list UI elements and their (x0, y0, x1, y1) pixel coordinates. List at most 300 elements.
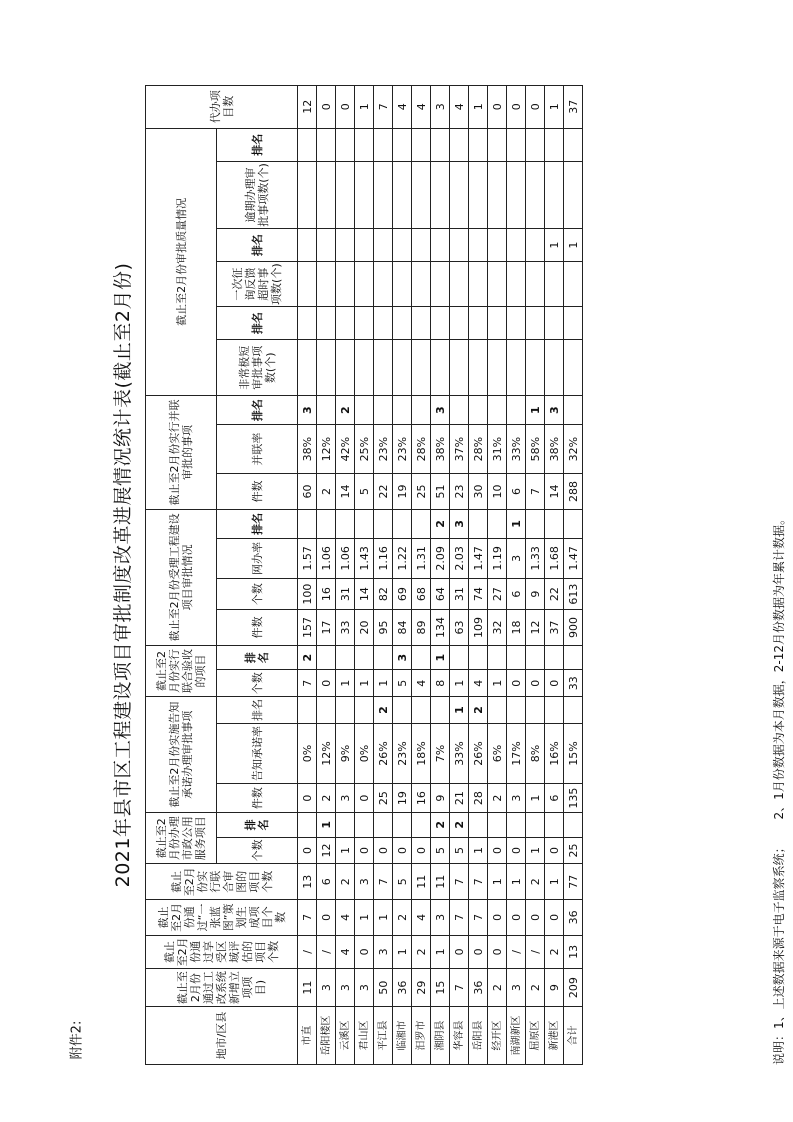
table-cell (336, 162, 355, 229)
table-cell (374, 509, 393, 538)
table-cell: 6 (507, 578, 526, 609)
table-cell: 37 (564, 86, 583, 129)
table-cell (298, 306, 317, 339)
table-cell: 1 (507, 509, 526, 538)
table-cell: 7 (469, 864, 488, 900)
region-name: 君山区 (355, 1007, 374, 1065)
table-cell: 42% (336, 425, 355, 474)
table-cell (564, 645, 583, 670)
sub-rank: 排名 (217, 306, 298, 339)
table-cell (355, 697, 374, 724)
table-cell: 28% (412, 425, 431, 474)
table-cell (469, 645, 488, 670)
table-cell (450, 645, 469, 670)
table-cell: 1 (431, 935, 450, 968)
table-cell: 21 (450, 784, 469, 813)
sub-parallel-rate: 并联率 (217, 425, 298, 474)
table-cell: 0 (355, 935, 374, 968)
table-cell (450, 340, 469, 396)
sub-commitment-rate: 告知承诺率 (217, 723, 298, 783)
table-cell (298, 340, 317, 396)
table-cell: 900 (564, 610, 583, 646)
region-name: 汨罗市 (412, 1007, 431, 1065)
table-cell (469, 509, 488, 538)
table-cell (412, 340, 431, 396)
table-cell: 84 (393, 610, 412, 646)
table-cell: 613 (564, 578, 583, 609)
table-cell (450, 306, 469, 339)
table-cell: 7 (450, 969, 469, 1007)
table-cell (298, 262, 317, 307)
table-cell: 209 (564, 969, 583, 1007)
table-cell: 37% (450, 425, 469, 474)
table-row (393, 86, 412, 1065)
table-cell: 1.19 (488, 538, 507, 578)
table-cell (374, 306, 393, 339)
table-cell (355, 162, 374, 229)
table-cell: 33% (507, 425, 526, 474)
header-accepted-approvals: 截止至2月份受理工程建设项目审批情况 (146, 509, 217, 645)
table-row (526, 86, 545, 1065)
table-cell (374, 262, 393, 307)
table-cell: 1 (469, 837, 488, 864)
table-cell: 11 (412, 864, 431, 900)
table-cell: 31 (336, 578, 355, 609)
table-cell: 1 (317, 813, 336, 838)
table-cell: 2 (526, 864, 545, 900)
footnote-2: 2、1月份数据为本月数据，2-12月份数据为年累计数据。 (772, 513, 786, 820)
table-cell: 9% (336, 723, 355, 783)
table-cell (298, 697, 317, 724)
table-cell: 29 (412, 969, 431, 1007)
table-cell: 2.03 (450, 538, 469, 578)
table-cell: 3 (336, 784, 355, 813)
table-cell: / (317, 935, 336, 968)
table-cell (431, 262, 450, 307)
table-cell: 60 (298, 474, 317, 510)
table-cell: 0 (355, 784, 374, 813)
region-name: 云溪区 (336, 1007, 355, 1065)
table-cell (526, 340, 545, 396)
header-agency-count: 代办项目数 (146, 86, 298, 129)
table-cell: 4 (469, 670, 488, 697)
table-cell: 12 (317, 837, 336, 864)
table-cell: 7% (431, 723, 450, 783)
table-cell (545, 813, 564, 838)
table-cell: 0 (374, 837, 393, 864)
table-cell: 2 (431, 813, 450, 838)
table-cell (355, 306, 374, 339)
table-cell: 33 (336, 610, 355, 646)
table-cell: 16 (412, 784, 431, 813)
sub-count: 个数 (217, 670, 298, 697)
sub-rank: 排名 (217, 697, 298, 724)
attachment-label: 附件2: (69, 1020, 85, 1060)
table-cell: 14 (336, 474, 355, 510)
table-cell (336, 645, 355, 670)
table-cell: 0 (507, 837, 526, 864)
table-cell: 50 (374, 969, 393, 1007)
table-cell: 2 (336, 864, 355, 900)
table-cell (564, 697, 583, 724)
table-cell (545, 162, 564, 229)
table-cell: 1.06 (336, 538, 355, 578)
table-cell: 3 (393, 645, 412, 670)
table-cell (298, 162, 317, 229)
table-cell: 0 (355, 837, 374, 864)
table-cell: 28 (469, 784, 488, 813)
table-cell (393, 697, 412, 724)
sub-rank: 排名 (217, 509, 298, 538)
table-cell: 2 (526, 969, 545, 1007)
table-cell (526, 128, 545, 161)
table-cell (317, 697, 336, 724)
table-cell (355, 645, 374, 670)
sub-pieces: 件数 (217, 784, 298, 813)
table-cell (298, 509, 317, 538)
table-cell: 3 (374, 935, 393, 968)
table-cell (393, 813, 412, 838)
table-cell: 1 (355, 670, 374, 697)
table-cell (374, 813, 393, 838)
region-name: 临湘市 (393, 1007, 412, 1065)
table-cell: 1 (526, 396, 545, 425)
table-row (298, 86, 317, 1065)
table-cell (507, 813, 526, 838)
table-cell (469, 396, 488, 425)
table-cell: 100 (298, 578, 317, 609)
table-cell: 6 (317, 864, 336, 900)
table-cell: 2 (450, 813, 469, 838)
table-cell: 1 (488, 670, 507, 697)
table-cell: 18% (412, 723, 431, 783)
table-cell: 2 (317, 474, 336, 510)
table-cell (450, 128, 469, 161)
table-cell: 7 (469, 900, 488, 936)
sub-rank: 排名 (217, 645, 298, 670)
table-cell: 26% (374, 723, 393, 783)
table-cell: 0 (488, 837, 507, 864)
table-cell (564, 128, 583, 161)
table-cell: 0 (393, 837, 412, 864)
table-cell: 1 (355, 900, 374, 936)
table-cell (431, 306, 450, 339)
table-cell (526, 162, 545, 229)
table-cell: 25 (374, 784, 393, 813)
table-cell: 15% (564, 723, 583, 783)
table-cell (488, 509, 507, 538)
table-cell (336, 262, 355, 307)
table-cell: 1 (564, 228, 583, 261)
table-row (545, 86, 564, 1065)
table-cell: 1.47 (469, 538, 488, 578)
table-cell: 1 (526, 837, 545, 864)
table-cell: 1 (450, 670, 469, 697)
table-cell: 8% (526, 723, 545, 783)
region-name: 市直 (298, 1007, 317, 1065)
table-row (507, 86, 526, 1065)
table-cell: 32 (488, 610, 507, 646)
region-name: 屈原区 (526, 1007, 545, 1065)
table-cell: 4 (412, 670, 431, 697)
table-cell (488, 162, 507, 229)
table-cell (564, 306, 583, 339)
table-cell: 1 (355, 86, 374, 129)
table-cell: 0 (507, 670, 526, 697)
table-cell (412, 228, 431, 261)
header-parallel-approval: 截止至2月份实行并联审批的事项 (146, 396, 217, 510)
table-cell (450, 162, 469, 229)
table-cell: 2 (488, 784, 507, 813)
table-cell: 4 (336, 935, 355, 968)
table-cell (412, 396, 431, 425)
table-cell: 12% (317, 723, 336, 783)
table-cell: 5 (355, 474, 374, 510)
table-cell (469, 162, 488, 229)
table-cell: 1.06 (317, 538, 336, 578)
table-cell (507, 162, 526, 229)
table-cell: 0 (336, 86, 355, 129)
table-cell: 0 (545, 900, 564, 936)
table-cell: 3 (355, 969, 374, 1007)
table-cell (298, 228, 317, 261)
table-cell: 0 (526, 86, 545, 129)
table-cell: 1.31 (412, 538, 431, 578)
table-cell: 1.43 (355, 538, 374, 578)
table-cell: 0 (488, 900, 507, 936)
table-cell: 3 (431, 86, 450, 129)
table-cell (564, 813, 583, 838)
table-cell: 1.33 (526, 538, 545, 578)
table-cell: 33 (564, 670, 583, 697)
table-cell: 3 (507, 784, 526, 813)
table-cell: 3 (507, 969, 526, 1007)
table-cell: 3 (336, 969, 355, 1007)
table-cell: 7 (450, 864, 469, 900)
table-cell (526, 645, 545, 670)
table-cell (393, 228, 412, 261)
table-cell: 1.22 (393, 538, 412, 578)
table-cell (336, 306, 355, 339)
table-cell: 5 (393, 670, 412, 697)
region-name: 岳阳县 (469, 1007, 488, 1065)
region-name: 合计 (564, 1007, 583, 1065)
table-cell: 1 (488, 864, 507, 900)
table-row (488, 86, 507, 1065)
sub-count: 个数 (217, 837, 298, 864)
table-cell (488, 396, 507, 425)
header-new-projects: 截止至2月份通过工改系统新增立项项目) (146, 969, 298, 1007)
table-row (317, 86, 336, 1065)
table-cell (317, 340, 336, 396)
table-cell: 4 (450, 86, 469, 129)
table-cell (374, 645, 393, 670)
table-cell: 2 (412, 935, 431, 968)
table-cell (545, 306, 564, 339)
table-cell (488, 813, 507, 838)
table-cell: 22 (374, 474, 393, 510)
table-cell: 10 (488, 474, 507, 510)
table-cell: 16 (317, 578, 336, 609)
table-row (412, 86, 431, 1065)
table-cell (507, 228, 526, 261)
table-row (450, 86, 469, 1065)
table-cell: 1 (374, 900, 393, 936)
table-cell: 0 (317, 86, 336, 129)
table-cell: 13 (298, 864, 317, 900)
table-cell (374, 162, 393, 229)
table-cell: 38% (545, 425, 564, 474)
table-cell (545, 645, 564, 670)
table-cell: 25 (412, 474, 431, 510)
table-cell: 82 (374, 578, 393, 609)
table-cell: 17 (317, 610, 336, 646)
table-cell: 8 (431, 670, 450, 697)
table-cell: 3 (507, 538, 526, 578)
table-cell: 23% (393, 723, 412, 783)
table-cell: 12 (526, 610, 545, 646)
header-municipal-service: 截止至2月份办理市政公用服务项目 (146, 813, 217, 864)
region-name: 华容县 (450, 1007, 469, 1065)
table-cell (393, 396, 412, 425)
table-cell: 3 (431, 900, 450, 936)
table-cell: 2 (431, 509, 450, 538)
table-cell (507, 306, 526, 339)
table-cell: 6% (488, 723, 507, 783)
table-cell: 0 (507, 900, 526, 936)
table-cell (412, 697, 431, 724)
table-cell: 13 (564, 935, 583, 968)
table-cell (526, 262, 545, 307)
header-commitment: 截止至2月份实施告知承诺办理审批事项 (146, 697, 217, 813)
table-cell: 17% (507, 723, 526, 783)
sub-pieces: 件数 (217, 474, 298, 510)
table-cell (488, 262, 507, 307)
table-cell: 2 (336, 396, 355, 425)
region-name: 南湖新区 (507, 1007, 526, 1065)
table-cell: 12% (317, 425, 336, 474)
table-cell (393, 306, 412, 339)
table-cell: 1 (336, 670, 355, 697)
table-cell (450, 262, 469, 307)
table-cell: 0 (507, 86, 526, 129)
table-cell (317, 509, 336, 538)
table-cell: 1 (393, 935, 412, 968)
table-cell: 3 (545, 396, 564, 425)
table-cell: 5 (431, 837, 450, 864)
table-cell: 1.47 (564, 538, 583, 578)
region-name: 经开区 (488, 1007, 507, 1065)
region-name: 岳阳楼区 (317, 1007, 336, 1065)
table-cell: 63 (450, 610, 469, 646)
table-cell (336, 340, 355, 396)
table-cell: 36 (393, 969, 412, 1007)
table-cell: 77 (564, 864, 583, 900)
table-cell: 1 (374, 670, 393, 697)
table-cell: 1 (545, 86, 564, 129)
header-joint-drawing-review: 截止至2月份实行联合审图的项目个数 (146, 864, 298, 900)
table-cell (564, 162, 583, 229)
table-cell: 0 (298, 784, 317, 813)
table-cell (488, 645, 507, 670)
table-cell: 37 (545, 610, 564, 646)
table-cell (336, 697, 355, 724)
table-cell: 1 (507, 864, 526, 900)
rotated-page (105, 55, 793, 1095)
table-cell (488, 340, 507, 396)
header-blueprint: 截止至2月份通过“一张蓝图”策划生成项目个数 (146, 900, 298, 936)
table-cell (507, 340, 526, 396)
table-cell (431, 228, 450, 261)
sub-rank: 排名 (217, 128, 298, 161)
table-cell (393, 509, 412, 538)
sub-overdue: 逾期办理审批事项数(个) (217, 162, 298, 229)
table-cell (564, 509, 583, 538)
table-cell: 1.16 (374, 538, 393, 578)
table-cell: 1.57 (298, 538, 317, 578)
table-cell: 74 (469, 578, 488, 609)
table-cell (374, 340, 393, 396)
table-cell (545, 262, 564, 307)
table-cell (336, 128, 355, 161)
table-cell (488, 697, 507, 724)
table-cell: 109 (469, 610, 488, 646)
region-name: 新港区 (545, 1007, 564, 1065)
table-cell (355, 509, 374, 538)
table-cell (469, 306, 488, 339)
table-cell: 0 (545, 670, 564, 697)
table-cell: 7 (298, 900, 317, 936)
header-region: 地市/区县 (146, 1007, 298, 1065)
table-cell (412, 128, 431, 161)
table-cell: 25 (564, 837, 583, 864)
table-cell (355, 396, 374, 425)
table-cell: 95 (374, 610, 393, 646)
table-cell (545, 128, 564, 161)
table-cell: 7 (526, 474, 545, 510)
table-cell (507, 396, 526, 425)
table-row (374, 86, 393, 1065)
sub-online-rate: 网办率 (217, 538, 298, 578)
table-cell: 4 (336, 900, 355, 936)
table-cell: 19 (393, 784, 412, 813)
table-cell (431, 128, 450, 161)
table-cell: 2.09 (431, 538, 450, 578)
table-cell: 38% (298, 425, 317, 474)
table-cell (564, 262, 583, 307)
table-cell (545, 340, 564, 396)
table-cell (469, 228, 488, 261)
table-cell: 3 (431, 396, 450, 425)
table-cell: 2 (393, 900, 412, 936)
table-cell (374, 228, 393, 261)
table-cell: 26% (469, 723, 488, 783)
table-cell: 4 (393, 86, 412, 129)
table-cell (564, 396, 583, 425)
table-cell: 9 (526, 578, 545, 609)
table-cell: 7 (450, 900, 469, 936)
table-cell: 2 (545, 935, 564, 968)
table-cell: 28% (469, 425, 488, 474)
table-cell: 1 (545, 864, 564, 900)
table-cell: 3 (317, 969, 336, 1007)
table-cell: 16% (545, 723, 564, 783)
table-cell (317, 162, 336, 229)
table-cell: 68 (412, 578, 431, 609)
table-cell (488, 128, 507, 161)
table-cell (393, 162, 412, 229)
table-cell: 0 (526, 670, 545, 697)
